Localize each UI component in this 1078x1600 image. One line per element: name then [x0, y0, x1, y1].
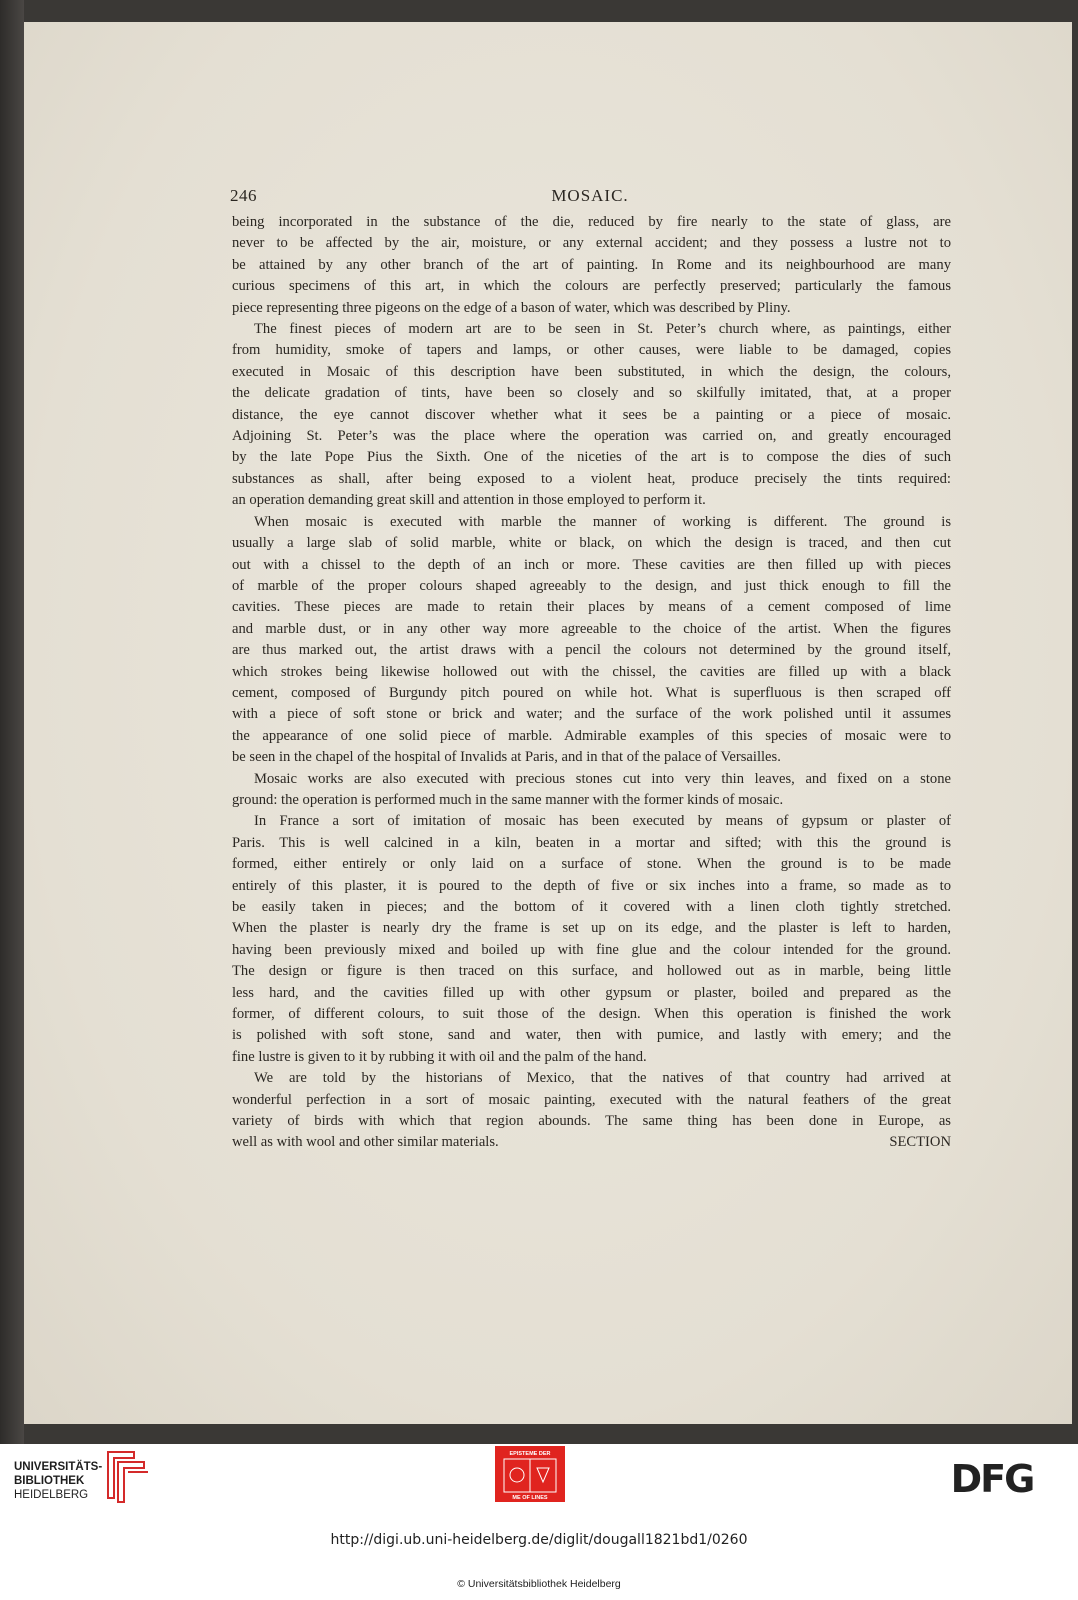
text-line: less hard, and the cavities filled up with other gypsum or plaster, boiled and prepared as the	[232, 984, 951, 1001]
text-line: substances as shall, after being exposed to a violent heat, produce precisely the tints required:	[232, 470, 951, 487]
text-line: out with a chissel to the depth of an inch or more. These cavities are then filled up with pieces	[232, 556, 951, 573]
text-line: The finest pieces of modern art are to be seen in St. Peter’s church where, as paintings, either	[254, 321, 951, 338]
dfg-logo-icon[interactable]	[942, 1458, 1042, 1498]
text-line: be attained by any other branch of the art of painting. In Rome and its neighbourhood are many	[232, 256, 951, 273]
page-number: 246	[230, 186, 257, 205]
text-line: former, of different colours, to suit those of the design. When this operation is finished the work	[232, 1006, 951, 1023]
text-line: never to be affected by the air, moisture, or any external accident; and they possess a lustre not to	[232, 235, 951, 252]
text-line: by the late Pope Pius the Sixth. One of the niceties of the art is to compose the dies of such	[232, 449, 951, 466]
scan-edge	[0, 0, 24, 1444]
text-line: be seen in the chapel of the hospital of Invalids at Paris, and in that of the palace of Versailles.	[232, 749, 781, 766]
final-line-row	[232, 1132, 951, 1153]
text-line: and marble dust, or in any other way more agreeable to the choice of the artist. When the figures	[232, 620, 951, 637]
text-line: Adjoining St. Peter’s was the place where the operation was carried on, and greatly encouraged	[232, 428, 951, 445]
library-logo-text[interactable]	[14, 1460, 102, 1502]
text-line: wonderful perfection in a sort of mosaic painting, executed with the natural feathers of the great	[232, 1091, 951, 1108]
library-name-line3: HEIDELBERG	[14, 1489, 89, 1501]
text-line: usually a large slab of solid marble, white or black, on which the design is traced, and then cut	[232, 535, 951, 552]
text-line: which strokes being likewise hollowed out with the chissel, the cavities are filled up with a black	[232, 663, 951, 680]
text-line: an operation demanding great skill and attention in those employed to perform it.	[232, 492, 706, 509]
text-line: be easily taken in pieces; and the bottom of it covered with a linen cloth tightly stretched.	[232, 899, 951, 915]
running-head: MOSAIC.	[551, 186, 629, 205]
permalink-url[interactable]: http://digi.ub.uni-heidelberg.de/diglit/dougall1821bd1/0260	[330, 1532, 748, 1548]
library-name-line2: BIBLIOTHEK	[14, 1475, 85, 1487]
library-name-line1: UNIVERSITÄTS-	[14, 1461, 103, 1473]
copyright-notice: © Universitätsbibliothek Heidelberg	[457, 1578, 621, 1590]
text-line: In France a sort of imitation of mosaic has been executed by means of gypsum or plaster of	[254, 813, 951, 830]
text-line: formed, either entirely or only laid on a surface of stone. When the ground is to be made	[232, 856, 951, 873]
text-line: variety of birds with which that region abounds. The same thing has been done in Europe, as	[232, 1113, 951, 1130]
episteme-logo-icon[interactable]	[495, 1446, 565, 1502]
body-text	[232, 212, 951, 1154]
text-line: being incorporated in the substance of the die, reduced by fire nearly to the state of glass, are	[232, 214, 951, 230]
text-line: entirely of this plaster, it is poured to the depth of five or six inches into a frame, so made as to	[232, 877, 951, 894]
text-line: with a piece of soft stone or brick and water; and the surface of the work polished until it assumes	[232, 706, 951, 723]
text-line: the delicate gradation of tints, have been so closely and so skilfully imitated, that, at a proper	[232, 385, 951, 402]
page-header	[230, 186, 950, 210]
text-line: ground: the operation is performed much in the same manner with the former kinds of mosaic.	[232, 791, 784, 808]
text-line: The design or figure is then traced on this surface, and hollowed out as in marble, being little	[232, 963, 951, 980]
text-line: cement, composed of Burgundy pitch poured on while hot. What is superfluous is then scraped off	[232, 684, 951, 701]
text-line: Paris. This is well calcined in a kiln, beaten in a mortar and sifted; with this the ground is	[232, 834, 951, 851]
text-line: piece representing three pigeons on the edge of a bason of water, which was described by Pliny.	[232, 299, 791, 316]
text-line: of marble of the proper colours shaped agreeably to the design, and just thick enough to fill the	[232, 577, 951, 594]
text-line: the appearance of one solid piece of marble. Admirable examples of this species of mosaic were to	[232, 727, 951, 744]
text-line: are thus marked out, the artist draws with a pencil the colours not determined by the ground itself,	[232, 642, 951, 659]
text-line: We are told by the historians of Mexico, that the natives of that country had arrived at	[254, 1070, 951, 1087]
text-line: having been previously mixed and boiled up with fine glue and the colour intended for the ground.	[232, 941, 951, 958]
text-line: When the plaster is nearly dry the frame is set up on its edge, and the plaster is left to harden,	[232, 920, 951, 937]
final-line: well as with wool and other similar materials.	[232, 1134, 499, 1151]
text-line: Mosaic works are also executed with precious stones cut into very thin leaves, and fixed on a stone	[254, 770, 951, 787]
text-line: distance, the eye cannot discover whether what it sees be a painting or a piece of mosaic.	[232, 406, 951, 423]
text-line: curious specimens of this art, in which the colours are perfectly preserved; particularly the famous	[232, 278, 951, 295]
text-line: cavities. These pieces are made to retain their places by means of a cement composed of lime	[232, 599, 951, 616]
text-line: When mosaic is executed with marble the manner of working is different. The ground is	[254, 513, 951, 530]
text-line: executed in Mosaic of this description have been substituted, in which the design, the colours,	[232, 363, 951, 380]
catchword: SECTION	[889, 1134, 951, 1151]
text-line: is polished with soft stone, sand and water, then with pumice, and lastly with emery; and the	[232, 1027, 951, 1044]
library-logo-icon	[104, 1448, 152, 1504]
text-line: from humidity, smoke of tapers and lamps, or other causes, were liable to be damaged, copies	[232, 342, 951, 359]
dfg-logo-text: DFG	[950, 1458, 1034, 1498]
epi-logo-text-2: ME OF LINES	[512, 1495, 548, 1501]
epi-logo-text-1: EPISTEME DER	[509, 1451, 551, 1457]
text-line: fine lustre is given to it by rubbing it with oil and the palm of the hand.	[232, 1048, 647, 1065]
